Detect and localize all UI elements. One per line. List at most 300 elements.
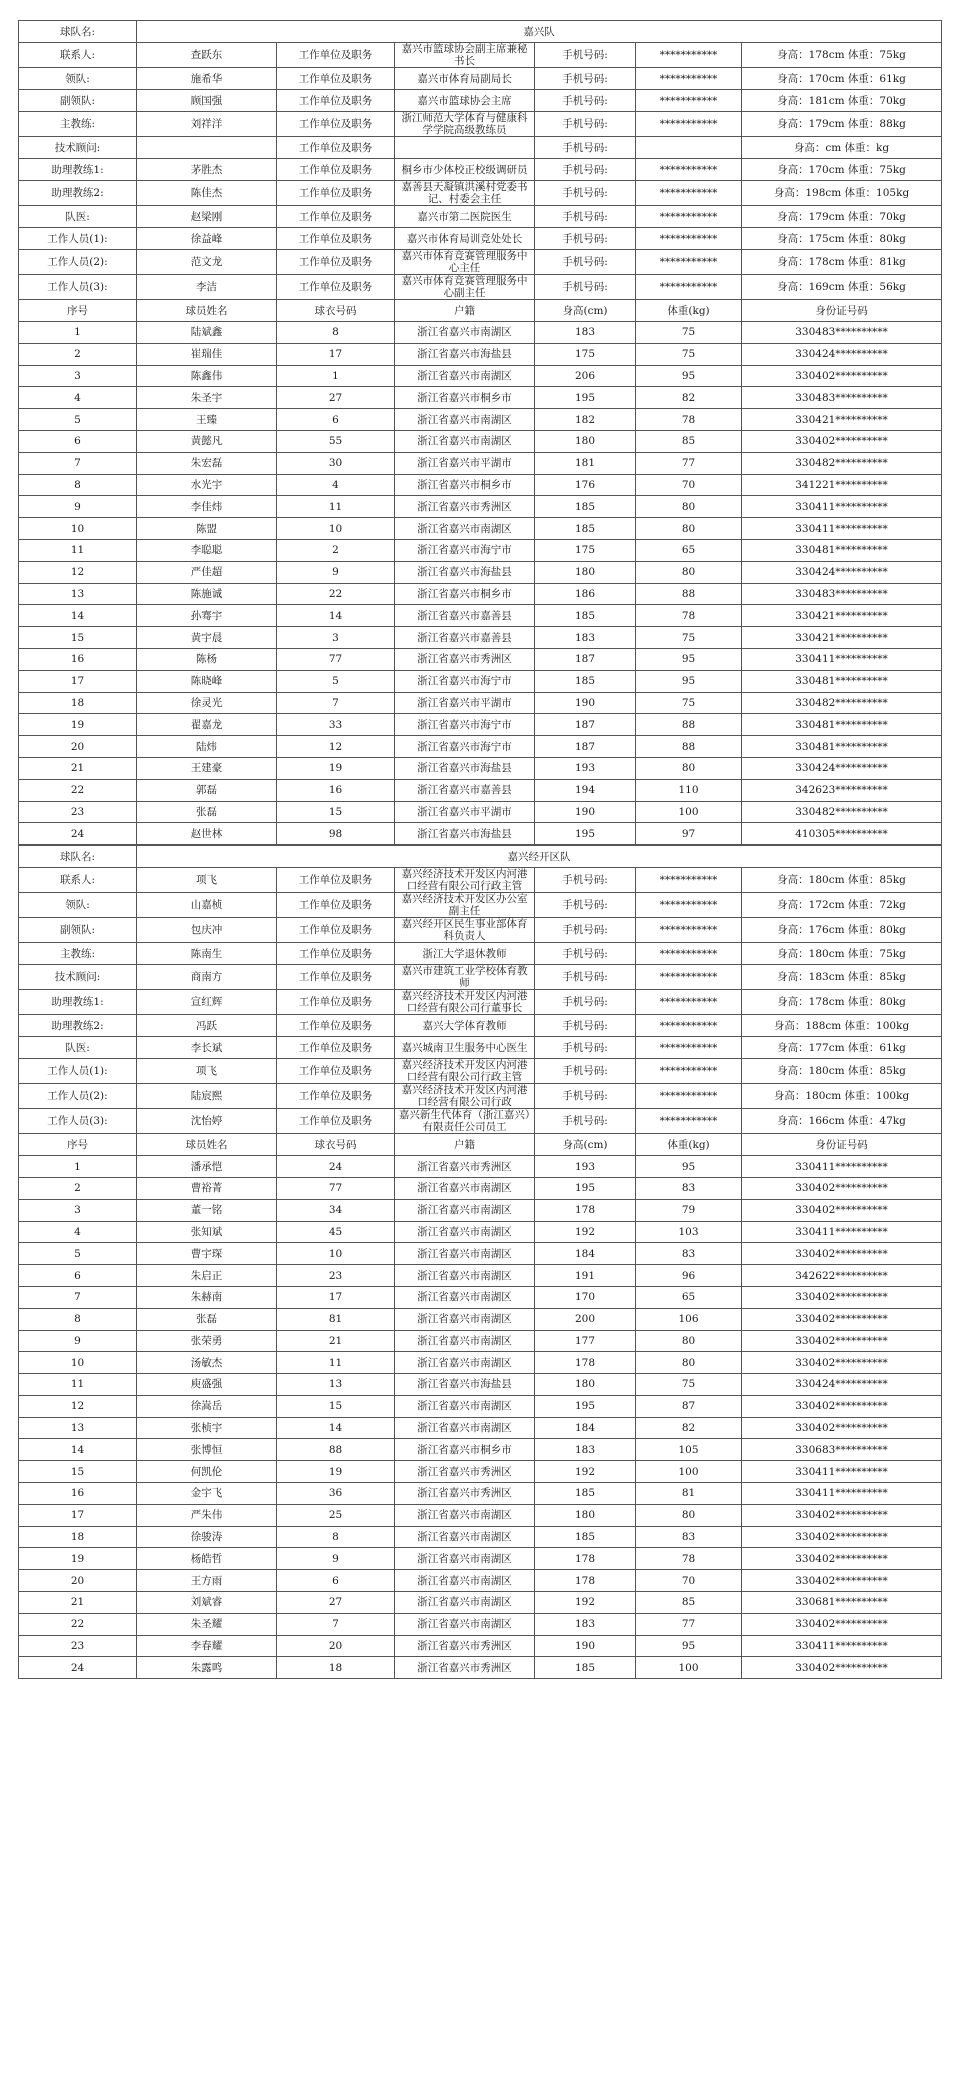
player-hometown: 浙江省嘉兴市嘉善县 — [395, 605, 535, 627]
player-id-number: 330402********** — [742, 1286, 942, 1308]
player-row — [19, 452, 942, 474]
player-id-number: 330481********** — [742, 736, 942, 758]
player-weight: 79 — [636, 1199, 742, 1221]
staff-phone: *********** — [636, 159, 742, 181]
position-label: 工作单位及职务 — [277, 159, 395, 181]
player-row — [19, 1177, 942, 1199]
player-hometown: 浙江省嘉兴市秀洲区 — [395, 496, 535, 518]
staff-row — [19, 1059, 942, 1084]
jersey-number: 14 — [277, 605, 395, 627]
player-weight: 75 — [636, 627, 742, 649]
player-index: 20 — [19, 1570, 137, 1592]
player-height: 185 — [535, 605, 636, 627]
player-index: 17 — [19, 670, 137, 692]
player-name: 朱露鸣 — [137, 1657, 277, 1679]
player-id-number: 330402********** — [742, 1199, 942, 1221]
staff-row — [19, 43, 942, 68]
player-height: 184 — [535, 1417, 636, 1439]
staff-name: 李洁 — [137, 275, 277, 300]
staff-position: 嘉兴新生代体育（浙江嘉兴）有限责任公司员工 — [395, 1109, 535, 1134]
player-index: 22 — [19, 1613, 137, 1635]
player-row — [19, 779, 942, 801]
column-header: 身高(cm) — [535, 1134, 636, 1156]
player-id-number: 330402********** — [742, 1352, 942, 1374]
staff-name: 施希华 — [137, 68, 277, 90]
staff-role: 领队: — [19, 893, 137, 918]
player-height: 185 — [535, 1657, 636, 1679]
player-weight: 70 — [636, 474, 742, 496]
staff-name: 查跃东 — [137, 43, 277, 68]
player-height: 181 — [535, 452, 636, 474]
player-index: 4 — [19, 1221, 137, 1243]
column-header: 身高(cm) — [535, 300, 636, 322]
player-name: 汤敏杰 — [137, 1352, 277, 1374]
staff-name: 李长斌 — [137, 1037, 277, 1059]
player-height: 187 — [535, 648, 636, 670]
phone-label: 手机号码: — [535, 68, 636, 90]
column-header: 户籍 — [395, 1134, 535, 1156]
staff-phone: *********** — [636, 206, 742, 228]
player-name: 徐嵩岳 — [137, 1395, 277, 1417]
staff-role: 主教练: — [19, 112, 137, 137]
staff-name: 包庆冲 — [137, 918, 277, 943]
player-weight: 65 — [636, 1286, 742, 1308]
staff-height-weight: 身高：180cm 体重：85kg — [742, 1059, 942, 1084]
staff-role: 助理教练2: — [19, 1015, 137, 1037]
player-height: 183 — [535, 627, 636, 649]
player-name: 董一铭 — [137, 1199, 277, 1221]
jersey-number: 20 — [277, 1635, 395, 1657]
jersey-number: 9 — [277, 561, 395, 583]
staff-height-weight: 身高：178cm 体重：80kg — [742, 990, 942, 1015]
player-row — [19, 518, 942, 540]
staff-height-weight: 身高：181cm 体重：70kg — [742, 90, 942, 112]
player-height: 178 — [535, 1199, 636, 1221]
player-row — [19, 1265, 942, 1287]
player-weight: 80 — [636, 561, 742, 583]
player-id-number: 330482********** — [742, 452, 942, 474]
player-height: 176 — [535, 474, 636, 496]
player-name: 金宇飞 — [137, 1483, 277, 1505]
column-header: 球衣号码 — [277, 1134, 395, 1156]
phone-label: 手机号码: — [535, 181, 636, 206]
staff-role: 工作人员(1): — [19, 228, 137, 250]
staff-phone: *********** — [636, 893, 742, 918]
staff-position: 嘉兴经济技术开发区内河港口经营有限公司行董事长 — [395, 990, 535, 1015]
player-row — [19, 757, 942, 779]
player-index: 3 — [19, 1199, 137, 1221]
player-row — [19, 430, 942, 452]
staff-position: 嘉兴市篮球协会主席 — [395, 90, 535, 112]
player-weight: 88 — [636, 714, 742, 736]
player-height: 192 — [535, 1592, 636, 1614]
player-row — [19, 605, 942, 627]
player-index: 2 — [19, 343, 137, 365]
player-id-number: 330424********** — [742, 561, 942, 583]
jersey-number: 88 — [277, 1439, 395, 1461]
staff-role: 工作人员(3): — [19, 1109, 137, 1134]
player-id-number: 330402********** — [742, 430, 942, 452]
player-hometown: 浙江省嘉兴市桐乡市 — [395, 387, 535, 409]
player-name: 陈鑫伟 — [137, 365, 277, 387]
player-hometown: 浙江省嘉兴市嘉善县 — [395, 779, 535, 801]
player-index: 19 — [19, 714, 137, 736]
staff-name: 项飞 — [137, 1059, 277, 1084]
registration-document — [18, 20, 941, 1679]
staff-height-weight: 身高：180cm 体重：100kg — [742, 1084, 942, 1109]
player-height: 193 — [535, 757, 636, 779]
player-name: 严佳超 — [137, 561, 277, 583]
jersey-number: 27 — [277, 387, 395, 409]
player-hometown: 浙江省嘉兴市南湖区 — [395, 1308, 535, 1330]
staff-phone: *********** — [636, 868, 742, 893]
player-height: 183 — [535, 1613, 636, 1635]
staff-phone: *********** — [636, 228, 742, 250]
player-height: 191 — [535, 1265, 636, 1287]
player-height: 195 — [535, 823, 636, 845]
player-height: 192 — [535, 1461, 636, 1483]
player-index: 13 — [19, 583, 137, 605]
team-name-row — [19, 21, 942, 43]
player-row — [19, 1374, 942, 1396]
staff-position: 嘉兴市第二医院医生 — [395, 206, 535, 228]
player-hometown: 浙江省嘉兴市平湖市 — [395, 801, 535, 823]
player-name: 杨皓哲 — [137, 1548, 277, 1570]
staff-role: 联系人: — [19, 868, 137, 893]
player-hometown: 浙江省嘉兴市南湖区 — [395, 409, 535, 431]
player-row — [19, 1221, 942, 1243]
staff-height-weight: 身高：179cm 体重：88kg — [742, 112, 942, 137]
phone-label: 手机号码: — [535, 250, 636, 275]
player-id-number: 330402********** — [742, 1504, 942, 1526]
staff-position: 嘉兴市篮球协会副主席兼秘书长 — [395, 43, 535, 68]
staff-role: 队医: — [19, 206, 137, 228]
staff-position: 嘉兴大学体育教师 — [395, 1015, 535, 1037]
column-header: 身份证号码 — [742, 300, 942, 322]
staff-role: 工作人员(2): — [19, 1084, 137, 1109]
staff-name: 沈怡婷 — [137, 1109, 277, 1134]
staff-height-weight: 身高：178cm 体重：81kg — [742, 250, 942, 275]
staff-position: 嘉兴市体育局副局长 — [395, 68, 535, 90]
team-name-label: 球队名: — [19, 846, 137, 868]
staff-row — [19, 137, 942, 159]
position-label: 工作单位及职务 — [277, 1109, 395, 1134]
phone-label: 手机号码: — [535, 90, 636, 112]
player-weight: 95 — [636, 1156, 742, 1178]
player-height: 185 — [535, 518, 636, 540]
phone-label: 手机号码: — [535, 918, 636, 943]
player-hometown: 浙江省嘉兴市秀洲区 — [395, 1483, 535, 1505]
staff-phone: *********** — [636, 1109, 742, 1134]
player-hometown: 浙江省嘉兴市桐乡市 — [395, 1439, 535, 1461]
staff-role: 副领队: — [19, 918, 137, 943]
position-label: 工作单位及职务 — [277, 250, 395, 275]
player-height: 185 — [535, 1483, 636, 1505]
player-index: 23 — [19, 801, 137, 823]
player-row — [19, 823, 942, 845]
staff-position: 嘉兴市体育竞赛管理服务中心副主任 — [395, 275, 535, 300]
player-name: 黄懿凡 — [137, 430, 277, 452]
jersey-number: 5 — [277, 670, 395, 692]
player-row — [19, 1635, 942, 1657]
staff-row — [19, 90, 942, 112]
player-weight: 80 — [636, 518, 742, 540]
player-row — [19, 474, 942, 496]
player-index: 17 — [19, 1504, 137, 1526]
player-weight: 70 — [636, 1570, 742, 1592]
player-index: 16 — [19, 1483, 137, 1505]
player-row — [19, 1199, 942, 1221]
jersey-number: 81 — [277, 1308, 395, 1330]
staff-name: 徐益峰 — [137, 228, 277, 250]
player-hometown: 浙江省嘉兴市南湖区 — [395, 1570, 535, 1592]
player-hometown: 浙江省嘉兴市平湖市 — [395, 452, 535, 474]
player-height: 195 — [535, 1395, 636, 1417]
staff-row — [19, 1109, 942, 1134]
player-row — [19, 1504, 942, 1526]
staff-name — [137, 137, 277, 159]
staff-phone: *********** — [636, 181, 742, 206]
player-name: 张桢宇 — [137, 1417, 277, 1439]
jersey-number: 1 — [277, 365, 395, 387]
phone-label: 手机号码: — [535, 943, 636, 965]
player-weight: 83 — [636, 1526, 742, 1548]
player-row — [19, 343, 942, 365]
column-header: 体重(kg) — [636, 300, 742, 322]
player-weight: 77 — [636, 452, 742, 474]
player-index: 14 — [19, 1439, 137, 1461]
player-index: 19 — [19, 1548, 137, 1570]
player-index: 12 — [19, 561, 137, 583]
player-name: 王建豪 — [137, 757, 277, 779]
staff-row — [19, 112, 942, 137]
staff-name: 冯跃 — [137, 1015, 277, 1037]
player-hometown: 浙江省嘉兴市海盐县 — [395, 757, 535, 779]
player-index: 18 — [19, 1526, 137, 1548]
player-row — [19, 736, 942, 758]
jersey-number: 33 — [277, 714, 395, 736]
player-id-number: 330483********** — [742, 387, 942, 409]
player-id-number: 330402********** — [742, 1570, 942, 1592]
player-weight: 110 — [636, 779, 742, 801]
player-row — [19, 1592, 942, 1614]
player-row — [19, 539, 942, 561]
staff-position: 嘉兴经济技术开发区内河港口经营有限公司行政 — [395, 1084, 535, 1109]
phone-label: 手机号码: — [535, 1109, 636, 1134]
player-weight: 95 — [636, 1635, 742, 1657]
player-id-number: 330411********** — [742, 1483, 942, 1505]
player-index: 4 — [19, 387, 137, 409]
player-id-number: 330402********** — [742, 1177, 942, 1199]
staff-name: 范文龙 — [137, 250, 277, 275]
player-weight: 85 — [636, 430, 742, 452]
player-index: 10 — [19, 518, 137, 540]
position-label: 工作单位及职务 — [277, 1037, 395, 1059]
player-weight: 80 — [636, 496, 742, 518]
player-name: 张博恒 — [137, 1439, 277, 1461]
position-label: 工作单位及职务 — [277, 893, 395, 918]
jersey-number: 11 — [277, 1352, 395, 1374]
phone-label: 手机号码: — [535, 137, 636, 159]
player-row — [19, 801, 942, 823]
staff-height-weight: 身高：170cm 体重：75kg — [742, 159, 942, 181]
jersey-number: 2 — [277, 539, 395, 561]
player-id-number: 330481********** — [742, 714, 942, 736]
player-hometown: 浙江省嘉兴市南湖区 — [395, 365, 535, 387]
player-row — [19, 1613, 942, 1635]
staff-height-weight: 身高：180cm 体重：75kg — [742, 943, 942, 965]
player-id-number: 330402********** — [742, 1243, 942, 1265]
staff-role: 工作人员(1): — [19, 1059, 137, 1084]
player-header-row — [19, 300, 942, 322]
player-height: 185 — [535, 670, 636, 692]
player-hometown: 浙江省嘉兴市南湖区 — [395, 1265, 535, 1287]
staff-position: 嘉兴经济技术开发区内河港口经营有限公司行政主管 — [395, 1059, 535, 1084]
player-name: 徐灵光 — [137, 692, 277, 714]
staff-role: 助理教练1: — [19, 159, 137, 181]
player-weight: 75 — [636, 692, 742, 714]
position-label: 工作单位及职务 — [277, 1084, 395, 1109]
player-height: 180 — [535, 430, 636, 452]
player-hometown: 浙江省嘉兴市南湖区 — [395, 1221, 535, 1243]
player-height: 184 — [535, 1243, 636, 1265]
player-weight: 105 — [636, 1439, 742, 1461]
phone-label: 手机号码: — [535, 1059, 636, 1084]
jersey-number: 9 — [277, 1548, 395, 1570]
player-weight: 65 — [636, 539, 742, 561]
player-hometown: 浙江省嘉兴市秀洲区 — [395, 1156, 535, 1178]
player-hometown: 浙江省嘉兴市桐乡市 — [395, 583, 535, 605]
player-name: 张知斌 — [137, 1221, 277, 1243]
staff-row — [19, 918, 942, 943]
player-row — [19, 1570, 942, 1592]
jersey-number: 4 — [277, 474, 395, 496]
column-header: 球员姓名 — [137, 300, 277, 322]
staff-name: 山嘉桢 — [137, 893, 277, 918]
player-hometown: 浙江省嘉兴市南湖区 — [395, 1504, 535, 1526]
staff-height-weight: 身高：176cm 体重：80kg — [742, 918, 942, 943]
player-name: 朱圣宇 — [137, 387, 277, 409]
staff-position: 嘉兴城南卫生服务中心医生 — [395, 1037, 535, 1059]
player-height: 180 — [535, 561, 636, 583]
staff-role: 助理教练2: — [19, 181, 137, 206]
jersey-number: 36 — [277, 1483, 395, 1505]
phone-label: 手机号码: — [535, 893, 636, 918]
team-name-row — [19, 846, 942, 868]
staff-row — [19, 275, 942, 300]
player-name: 陈施诚 — [137, 583, 277, 605]
player-hometown: 浙江省嘉兴市桐乡市 — [395, 474, 535, 496]
player-row — [19, 1330, 942, 1352]
player-index: 1 — [19, 1156, 137, 1178]
player-hometown: 浙江省嘉兴市海宁市 — [395, 539, 535, 561]
staff-phone: *********** — [636, 1037, 742, 1059]
staff-height-weight: 身高：179cm 体重：70kg — [742, 206, 942, 228]
player-index: 21 — [19, 1592, 137, 1614]
phone-label: 手机号码: — [535, 228, 636, 250]
player-index: 24 — [19, 1657, 137, 1679]
player-height: 186 — [535, 583, 636, 605]
column-header: 球衣号码 — [277, 300, 395, 322]
player-hometown: 浙江省嘉兴市南湖区 — [395, 1352, 535, 1374]
jersey-number: 14 — [277, 1417, 395, 1439]
jersey-number: 7 — [277, 1613, 395, 1635]
staff-name: 项飞 — [137, 868, 277, 893]
player-name: 崔瑞佳 — [137, 343, 277, 365]
player-height: 190 — [535, 692, 636, 714]
player-name: 王方雨 — [137, 1570, 277, 1592]
jersey-number: 24 — [277, 1156, 395, 1178]
team-table — [18, 20, 942, 845]
player-weight: 88 — [636, 583, 742, 605]
staff-phone: *********** — [636, 112, 742, 137]
position-label: 工作单位及职务 — [277, 990, 395, 1015]
staff-name: 陈南生 — [137, 943, 277, 965]
player-height: 178 — [535, 1548, 636, 1570]
staff-role: 主教练: — [19, 943, 137, 965]
player-id-number: 330402********** — [742, 1657, 942, 1679]
player-height: 200 — [535, 1308, 636, 1330]
player-index: 1 — [19, 322, 137, 344]
player-row — [19, 648, 942, 670]
staff-phone: *********** — [636, 68, 742, 90]
jersey-number: 98 — [277, 823, 395, 845]
player-header-row — [19, 1134, 942, 1156]
player-name: 张磊 — [137, 801, 277, 823]
staff-phone: *********** — [636, 965, 742, 990]
staff-position: 桐乡市少体校正校级调研员 — [395, 159, 535, 181]
player-hometown: 浙江省嘉兴市南湖区 — [395, 1177, 535, 1199]
staff-row — [19, 1015, 942, 1037]
player-row — [19, 1548, 942, 1570]
player-row — [19, 1243, 942, 1265]
player-name: 徐骏涛 — [137, 1526, 277, 1548]
player-hometown: 浙江省嘉兴市南湖区 — [395, 1592, 535, 1614]
staff-height-weight: 身高：175cm 体重：80kg — [742, 228, 942, 250]
position-label: 工作单位及职务 — [277, 1015, 395, 1037]
jersey-number: 19 — [277, 1461, 395, 1483]
player-index: 11 — [19, 1374, 137, 1396]
position-label: 工作单位及职务 — [277, 206, 395, 228]
staff-phone: *********** — [636, 90, 742, 112]
player-row — [19, 387, 942, 409]
jersey-number: 8 — [277, 322, 395, 344]
player-row — [19, 1286, 942, 1308]
player-weight: 78 — [636, 1548, 742, 1570]
player-weight: 95 — [636, 670, 742, 692]
player-name: 李聪聪 — [137, 539, 277, 561]
player-row — [19, 1483, 942, 1505]
player-index: 5 — [19, 409, 137, 431]
player-id-number: 330411********** — [742, 1461, 942, 1483]
jersey-number: 6 — [277, 1570, 395, 1592]
staff-height-weight: 身高：180cm 体重：85kg — [742, 868, 942, 893]
player-index: 8 — [19, 1308, 137, 1330]
player-hometown: 浙江省嘉兴市南湖区 — [395, 518, 535, 540]
player-name: 严朱伟 — [137, 1504, 277, 1526]
player-height: 180 — [535, 1504, 636, 1526]
player-height: 178 — [535, 1570, 636, 1592]
player-weight: 85 — [636, 1592, 742, 1614]
phone-label: 手机号码: — [535, 1037, 636, 1059]
player-hometown: 浙江省嘉兴市秀洲区 — [395, 648, 535, 670]
position-label: 工作单位及职务 — [277, 137, 395, 159]
player-hometown: 浙江省嘉兴市嘉善县 — [395, 627, 535, 649]
staff-phone: *********** — [636, 1084, 742, 1109]
player-index: 16 — [19, 648, 137, 670]
player-id-number: 330481********** — [742, 670, 942, 692]
jersey-number: 55 — [277, 430, 395, 452]
